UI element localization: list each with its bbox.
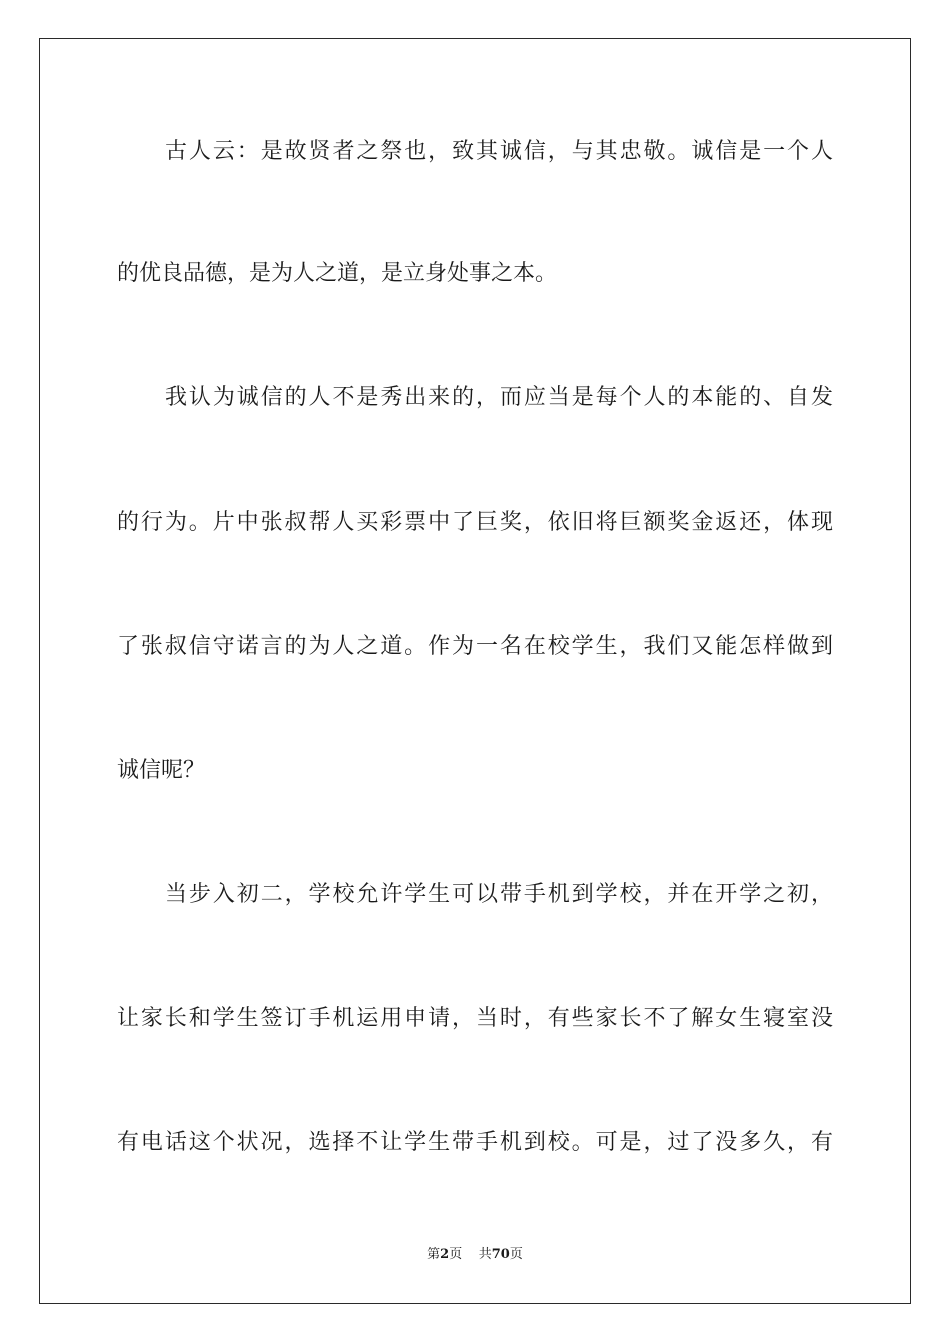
page-footer bbox=[0, 1246, 950, 1264]
paragraph-2-line-3: 了张叔信守诺言的为人之道。作为一名在校学生，我们又能怎样做到 bbox=[117, 634, 833, 659]
paragraph-3-line-1: 当步入初二，学校允许学生可以带手机到学校，并在开学之初， bbox=[165, 882, 833, 907]
paragraph-2-line-1: 我认为诚信的人不是秀出来的，而应当是每个人的本能的、自发 bbox=[165, 385, 833, 410]
footer-total-suffix: 页 bbox=[509, 1247, 523, 1262]
footer-page-suffix: 页 bbox=[449, 1247, 463, 1262]
paragraph-1-line-1: 古人云：是故贤者之祭也，致其诚信，与其忠敬。诚信是一个人 bbox=[165, 139, 833, 164]
footer-total-prefix: 共 bbox=[478, 1247, 492, 1262]
paragraph-2-line-4: 诚信呢？ bbox=[117, 758, 206, 783]
page-border bbox=[39, 38, 911, 1304]
paragraph-1-line-2: 的优良品德，是为人之道，是立身处事之本。 bbox=[117, 261, 558, 286]
paragraph-2-line-2: 的行为。片中张叔帮人买彩票中了巨奖，依旧将巨额奖金返还，体现 bbox=[117, 510, 833, 535]
footer-page-current: 2 bbox=[440, 1247, 450, 1262]
paragraph-3-line-2: 让家长和学生签订手机运用申请，当时，有些家长不了解女生寝室没 bbox=[117, 1006, 833, 1031]
footer-page-total: 70 bbox=[491, 1247, 510, 1262]
footer-page-prefix: 第 bbox=[427, 1247, 441, 1262]
paragraph-3-line-3: 有电话这个状况，选择不让学生带手机到校。可是，过了没多久，有 bbox=[117, 1130, 833, 1155]
